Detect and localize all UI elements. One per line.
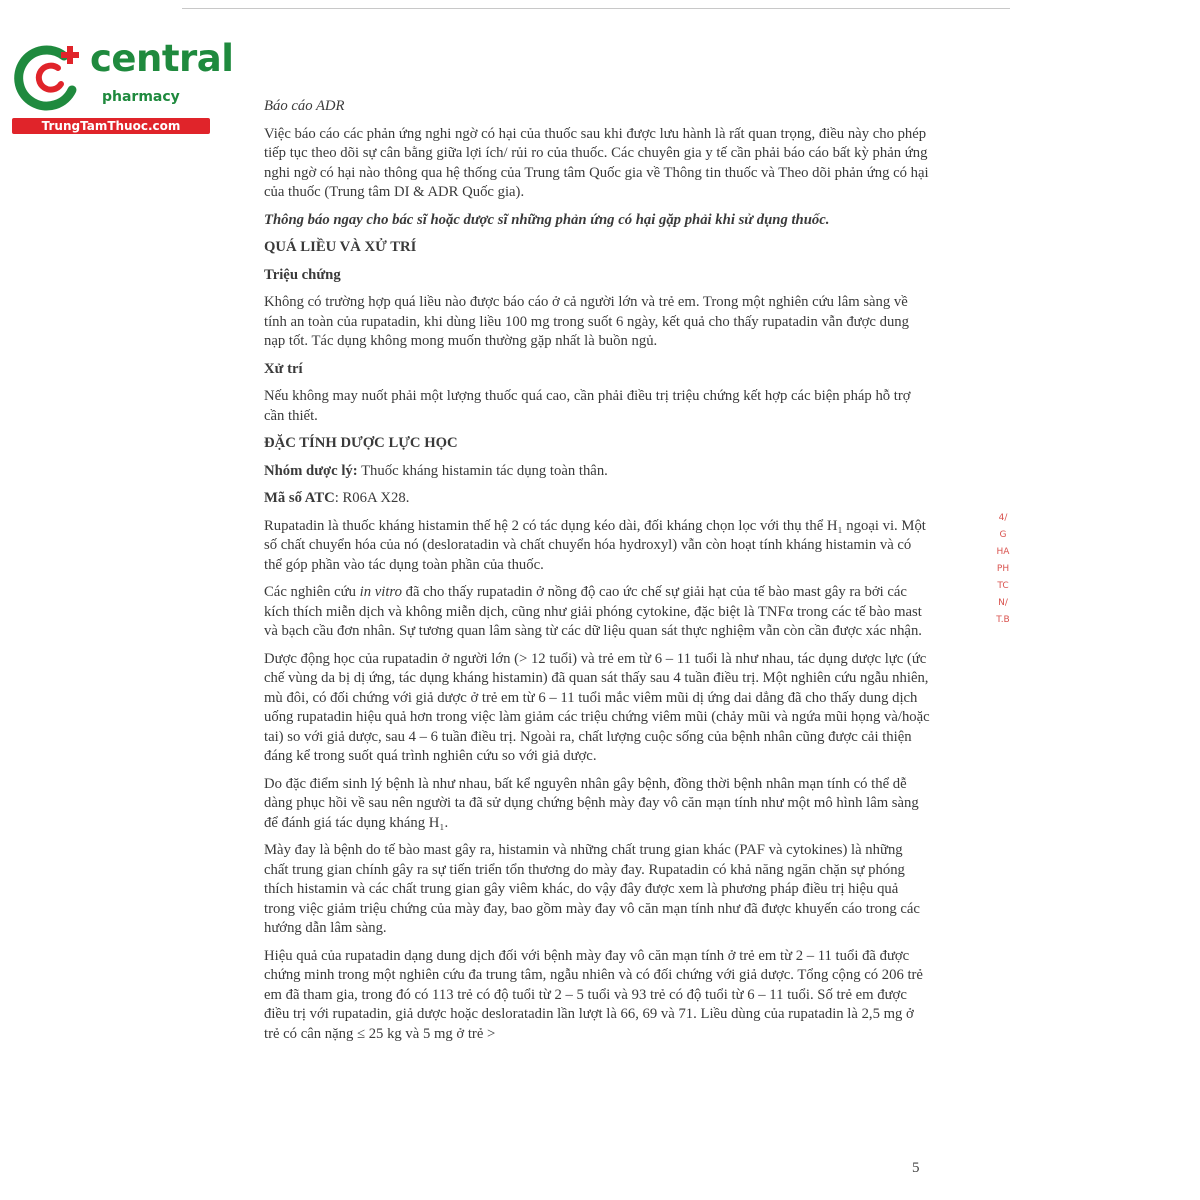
logo-brand-text: central: [90, 37, 234, 80]
stamp-line: HA: [996, 547, 1010, 557]
stamp-line: G: [999, 530, 1007, 540]
overdose-heading: QUÁ LIỀU VÀ XỬ TRÍ: [264, 239, 417, 255]
symptoms-paragraph: Không có trường hợp quá liều nào được báo cáo ở cả người lớn và trẻ em. Trong một nghiên cứu lâm sàng về tính an toàn của rupatadin, khi dùng liều 100 mg trong suốt 6 ngày, kết quả cho thấy rupatadin vẫn được dung nạp tốt. Tác dụng không mong muốn thường gặp nhất là buồn ngủ.: [264, 294, 909, 349]
atc-label: Mã số ATC: [264, 490, 335, 506]
stamp-line: PH: [996, 564, 1010, 574]
atc-code: [264, 489, 930, 509]
adr-paragraph: Việc báo cáo các phản ứng nghi ngờ có hại của thuốc sau khi được lưu hành là rất quan trọng, điều này cho phép tiếp tục theo dõi sự cân bằng giữa lợi ích/ rủi ro của thuốc. Các chuyên gia y tế cần phải báo cáo bất kỳ phản ứng nghi ngờ có hại nào thông qua hệ thống của Trung tâm Quốc gia về Thông tin thuốc và Theo dõi phản ứng có hại của thuốc (Trung tâm DI & ADR Quốc gia).: [264, 125, 929, 200]
treatment-paragraph: Nếu không may nuốt phải một lượng thuốc quá cao, cần phải điều trị triệu chứng kết hợp các biện pháp hỗ trợ cần thiết.: [264, 388, 911, 424]
logo-sub-text: pharmacy: [102, 89, 180, 105]
adr-notice: Thông báo ngay cho bác sĩ hoặc dược sĩ những phản ứng có hại gặp phải khi sử dụng thuốc.: [264, 211, 830, 228]
paragraph-2: [264, 583, 930, 642]
red-side-stamp: [995, 510, 1011, 629]
treatment-heading: Xử trí: [264, 360, 303, 377]
paragraph-2-start: Các nghiên cứu: [264, 584, 360, 600]
central-pharmacy-logo: [12, 37, 234, 138]
pharmacodynamics-heading: ĐẶC TÍNH DƯỢC LỰC HỌC: [264, 435, 458, 451]
paragraph-3: Dược động học của rupatadin ở người lớn (> 12 tuổi) và trẻ em từ 6 – 11 tuổi là như nhau, tác dụng dược lực (ức chế vùng da bị dị ứng, tác dụng kháng histamin) đã quan sát thấy sau 4 tuần điều trị. Một nghiên cứu ngẫu nhiên, mù đôi, có đối chứng với giả dược ở trẻ em từ 6 – 11 tuổi mắc viêm mũi dị ứng dai dẳng đã cho thấy dung dịch uống rupatadin hiệu quả hơn trong việc làm giảm các triệu chứng viêm mũi (chảy mũi và ngứa mũi họng và/hoặc tai) so với giả dược, sau 4 – 6 tuần điều trị. Ngoài ra, chất lượng cuộc sống của bệnh nhân cũng được cải thiện đáng kể trong suốt quá trình nghiên cứu so với giả dược.: [264, 650, 930, 764]
symptoms-heading: Triệu chứng: [264, 266, 341, 283]
page-number: 5: [912, 1160, 920, 1176]
pharmacy-c-cross-icon: [12, 40, 88, 116]
logo-website-badge: TrungTamThuoc.com: [12, 118, 210, 134]
stamp-line: N/: [998, 598, 1008, 608]
group-value: Thuốc kháng histamin tác dụng toàn thân.: [357, 462, 608, 479]
stamp-line: 4/: [998, 513, 1008, 523]
group-label: Nhóm dược lý:: [264, 462, 358, 479]
stamp-line: T.B: [996, 615, 1010, 625]
top-divider: [182, 8, 1010, 9]
paragraph-2-rest: đã cho thấy rupatadin ở nồng độ cao ức chế sự giải hạt của tế bào mast gây ra bởi các kích thích miễn dịch và không miễn dịch, cũng như giải phóng cytokine, đặc biệt là TNFα trong các tế bào mast và bạch cầu đơn nhân. Sự tương quan lâm sàng từ các dữ liệu quan sát thực nghiệm vẫn còn cần được xác nhận.: [264, 584, 922, 639]
paragraph-6: Hiệu quả của rupatadin dạng dung dịch đối với bệnh mày đay vô căn mạn tính ở trẻ em từ 2 – 11 tuổi đã được chứng minh trong một nghiên cứu đa trung tâm, ngẫu nhiên và có đối chứng với giả dược. Tổng cộng có 206 trẻ em đã tham gia, trong đó có 113 trẻ có độ tuổi từ 2 – 5 tuổi và 93 trẻ có độ tuổi từ 6 – 11 tuổi. Số trẻ em được điều trị với rupatadin, giả dược hoặc desloratadin lần lượt là 66, 69 và 71. Liều dùng của rupatadin là 2,5 mg ở trẻ có cân nặng ≤ 25 kg và 5 mg ở trẻ >: [264, 947, 923, 1042]
pharmacologic-group: [264, 462, 930, 482]
adr-heading: Báo cáo ADR: [264, 98, 345, 114]
stamp-line: TC: [997, 581, 1009, 591]
paragraph-4: Do đặc điểm sinh lý bệnh là như nhau, bất kể nguyên nhân gây bệnh, đồng thời bệnh nhân mạn tính có thể dễ dàng phục hồi về sau nên người ta đã sử dụng chứng bệnh mày đay vô căn mạn tính như một mô hình lâm sàng để đánh giá tác dụng kháng H₁.: [264, 775, 919, 831]
paragraph-1: Rupatadin là thuốc kháng histamin thế hệ 2 có tác dụng kéo dài, đối kháng chọn lọc với thụ thể H₁ ngoại vi. Một số chất chuyển hóa của nó (desloratadin và chất chuyển hóa hydroxyl) vẫn còn hoạt tính kháng histamin và có thể góp phần vào tác dụng toàn phần của thuốc.: [264, 517, 926, 573]
paragraph-5: Mày đay là bệnh do tế bào mast gây ra, histamin và những chất trung gian khác (PAF và cytokines) là những chất trung gian chính gây ra sự tiến triển tổn thương do mày đay. Rupatadin có khả năng ngăn chặn sự phóng thích histamin và các chất trung gian gây viêm khác, do vậy đây được xem là phương pháp điều trị hiệu quả trong việc giảm triệu chứng của mày đay, bao gồm mày đay vô căn mạn tính như đã được khuyến cáo trong các hướng dẫn lâm sàng.: [264, 842, 920, 936]
atc-value: : R06A X28.: [334, 490, 410, 506]
paragraph-2-italic: in vitro: [359, 584, 402, 600]
document-body: [264, 97, 930, 1052]
